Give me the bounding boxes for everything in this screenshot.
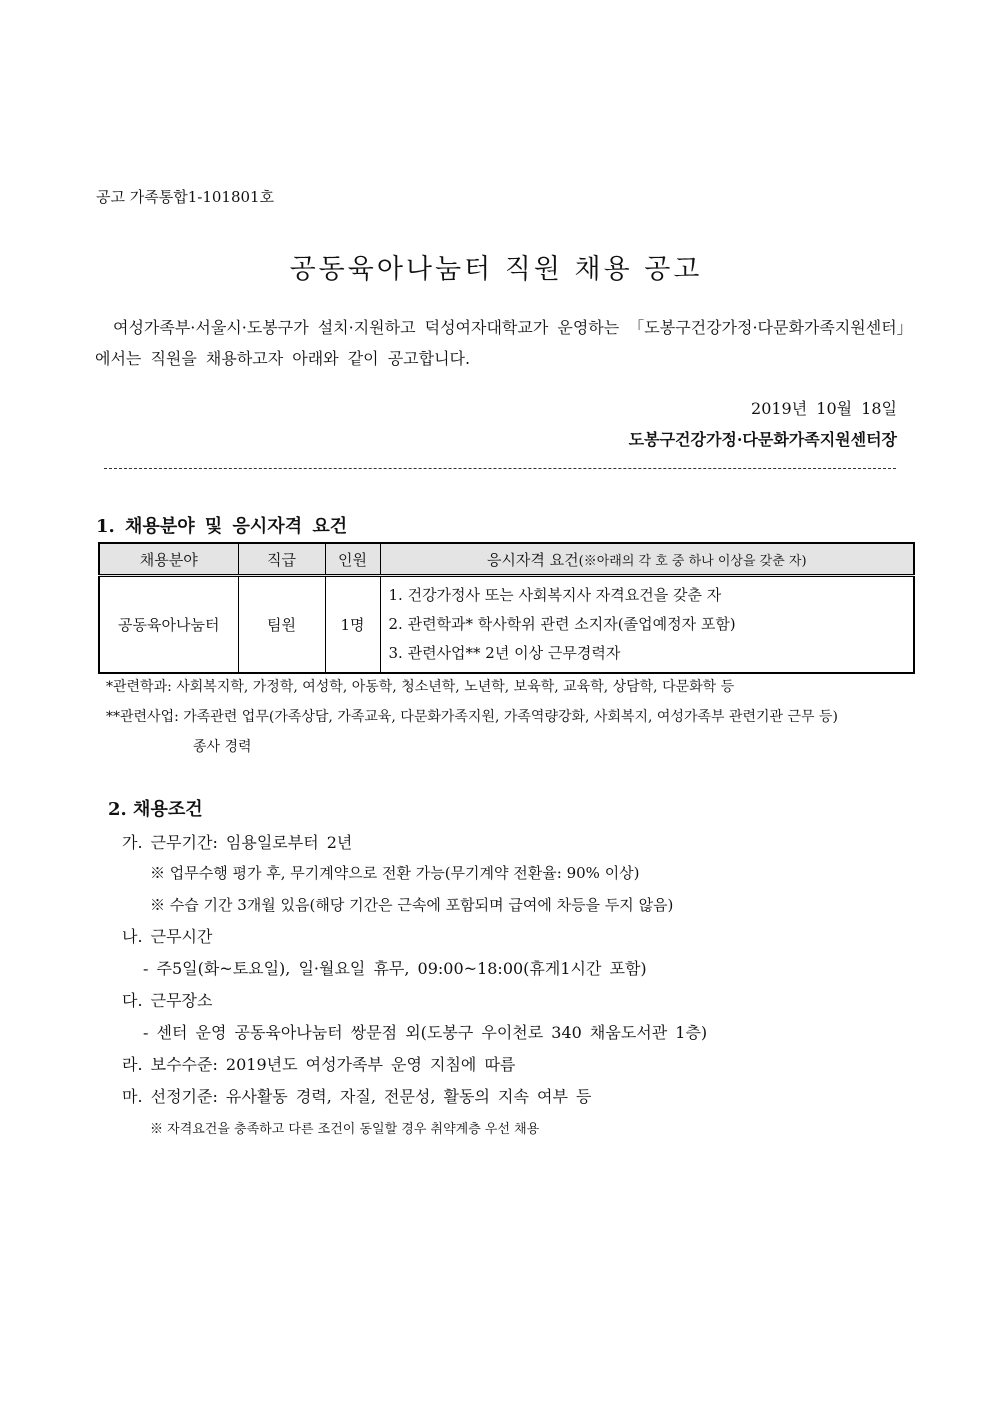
condition-salary: 라. 보수수준: 2019년도 여성가족부 운영 지침에 따름 bbox=[122, 1055, 516, 1074]
dashed-divider bbox=[104, 468, 896, 469]
header-field: 채용분야 bbox=[99, 543, 238, 576]
condition-work-hours-detail: - 주5일(화~토요일), 일·월요일 휴무, 09:00~18:00(휴게1시간 포함) bbox=[143, 959, 647, 978]
section2-heading: 2. 채용조건 bbox=[108, 799, 203, 820]
footnote-related-work: **관련사업: 가족관련 업무(가족상담, 가족교육, 다문화가족지원, 가족역량강화, 사회복지, 여성가족부 관련기관 근무 등) bbox=[106, 709, 839, 725]
header-count: 인원 bbox=[325, 543, 380, 576]
table-header-row bbox=[99, 543, 914, 576]
section1-heading: 1. 채용분야 및 응시자격 요건 bbox=[96, 516, 348, 537]
condition-selection-note: ※ 자격요건을 충족하고 다른 조건이 동일할 경우 취약계층 우선 채용 bbox=[150, 1122, 540, 1137]
header-rank: 직급 bbox=[238, 543, 325, 576]
condition-selection-criteria: 마. 선정기준: 유사활동 경력, 자질, 전문성, 활동의 지속 여부 등 bbox=[122, 1087, 592, 1106]
cell-rank: 팀원 bbox=[238, 576, 325, 674]
document-number: 공고 가족통합1-101801호 bbox=[96, 188, 275, 206]
condition-work-location: 다. 근무장소 bbox=[122, 991, 213, 1010]
condition-work-period-note1: ※ 업무수행 평가 후, 무기계약으로 전환 가능(무기계약 전환율: 90% 이상) bbox=[150, 864, 640, 882]
announcement-date: 2019년 10월 18일 bbox=[751, 399, 897, 418]
requirement-item: 1. 건강가정사 또는 사회복지사 자격요건을 갖춘 자 bbox=[388, 586, 722, 604]
cell-field: 공동육아나눔터 bbox=[99, 576, 238, 674]
header-qualification bbox=[380, 543, 914, 576]
issuer-name: 도봉구건강가정·다문화가족지원센터장 bbox=[628, 430, 897, 449]
footnote-related-majors: *관련학과: 사회복지학, 가정학, 여성학, 아동학, 청소년학, 노년학, 보육학, 교육학, 상담학, 다문화학 등 bbox=[106, 679, 735, 695]
condition-work-period: 가. 근무기간: 임용일로부터 2년 bbox=[122, 833, 353, 852]
cell-requirements bbox=[380, 576, 914, 674]
cell-count: 1명 bbox=[325, 576, 380, 674]
requirement-item: 3. 관련사업** 2년 이상 근무경력자 bbox=[388, 644, 621, 662]
table-row bbox=[99, 576, 914, 674]
header-qualification-note: (※아래의 각 호 중 하나 이상을 갖춘 자) bbox=[578, 553, 807, 569]
requirements-table bbox=[98, 542, 915, 674]
page-title: 공동육아나눔터 직원 채용 공고 bbox=[289, 254, 703, 285]
condition-work-location-detail: - 센터 운영 공동육아나눔터 쌍문점 외(도봉구 우이천로 340 채움도서관 1층) bbox=[143, 1023, 708, 1042]
condition-work-hours: 나. 근무시간 bbox=[122, 927, 213, 946]
intro-paragraph: 여성가족부·서울시·도봉구가 설치·지원하고 덕성여자대학교가 운영하는 「도봉구건강가정·다문화가족지원센터」에서는 직원을 채용하고자 아래와 같이 공고합니다. bbox=[95, 318, 905, 368]
requirement-item: 2. 관련학과* 학사학위 관련 소지자(졸업예정자 포함) bbox=[388, 615, 736, 633]
header-qualification-label: 응시자격 요건 bbox=[486, 550, 579, 569]
footnote-related-work-continued: 종사 경력 bbox=[193, 739, 252, 755]
condition-work-period-note2: ※ 수습 기간 3개월 있음(해당 기간은 근속에 포함되며 급여에 차등을 두지 않음) bbox=[150, 896, 674, 914]
